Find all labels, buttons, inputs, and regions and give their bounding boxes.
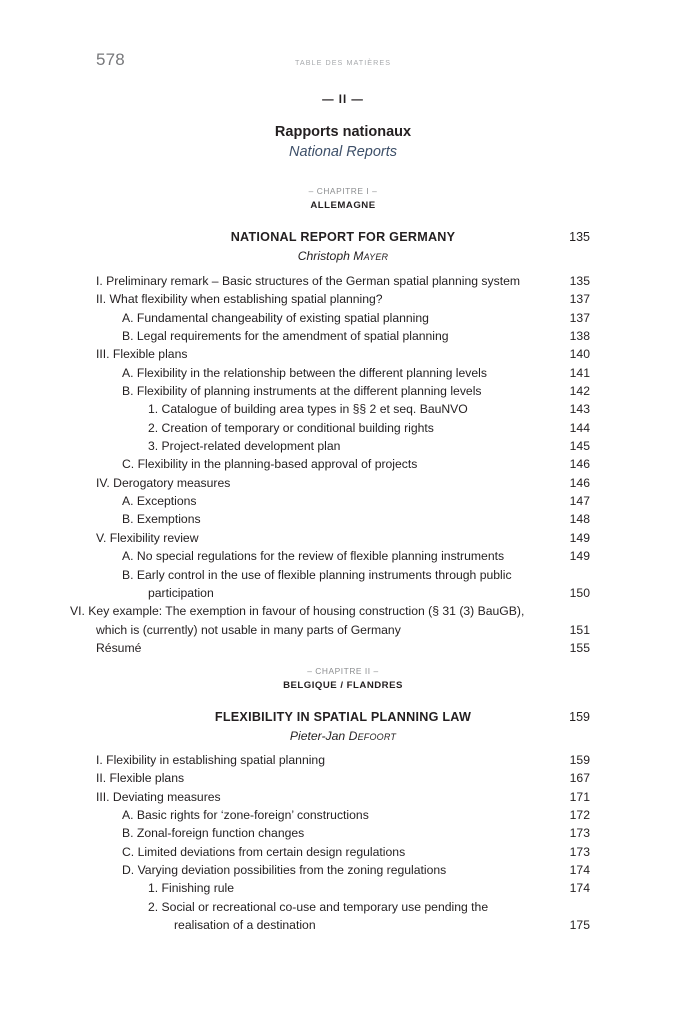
toc-entry-label: II. Flexible plans <box>96 771 185 786</box>
toc-entry[interactable] <box>122 510 590 528</box>
chapter-page-number: 135 <box>569 230 590 244</box>
toc-entry-label: B. Zonal-foreign function changes <box>122 826 305 841</box>
toc-entry-label: 2. Creation of temporary or conditional building rights <box>148 420 434 435</box>
toc-entry[interactable] <box>122 327 590 345</box>
toc-entry[interactable] <box>122 824 590 842</box>
toc-entry-label: C. Limited deviations from certain design regulations <box>122 844 406 859</box>
toc-entry-page-number: 171 <box>569 789 590 804</box>
toc-entry-label: A. Flexibility in the relationship between the different planning levels <box>122 365 487 380</box>
toc-entry-label: 1. Finishing rule <box>148 881 235 896</box>
toc-entry[interactable] <box>122 806 590 824</box>
part-number: — II — <box>322 94 364 106</box>
toc-entry-label: III. Deviating measures <box>96 789 221 804</box>
toc-entry-label: VI. Key example: The exemption in favour of housing construction (§ 31 (3) BauGB), which is (currently) not usable in many parts of Germany <box>70 604 525 637</box>
toc-entry-page-number: 142 <box>569 384 590 399</box>
toc-entry-page-number: 144 <box>569 420 590 435</box>
chapter-title: NATIONAL REPORT FOR GERMANY <box>230 230 456 244</box>
chapter-heading-1 <box>96 185 590 265</box>
toc-entry[interactable] <box>122 843 590 861</box>
toc-entry-label: A. No special regulations for the review of flexible planning instruments <box>122 549 505 564</box>
toc-entry-label: B. Flexibility of planning instruments at the different planning levels <box>122 384 482 399</box>
toc-entry[interactable] <box>122 382 590 400</box>
toc-entry-label: V. Flexibility review <box>96 530 199 545</box>
running-head-title: TABLE DES MATIÈRES <box>294 58 392 67</box>
toc-entry-page-number: 167 <box>569 771 590 786</box>
toc-entry-label: A. Basic rights for ‘zone-foreign’ constructions <box>122 808 369 823</box>
toc-entry-page-number: 175 <box>569 918 590 933</box>
toc-list-germany <box>70 272 590 657</box>
toc-entry[interactable] <box>96 272 590 290</box>
toc-entry[interactable] <box>96 788 590 806</box>
running-head <box>96 50 590 74</box>
toc-entry-page-number: 149 <box>569 549 590 564</box>
toc-entry[interactable] <box>96 290 590 308</box>
toc-entry[interactable] <box>148 437 590 455</box>
toc-entry-label: D. Varying deviation possibilities from the zoning regulations <box>122 863 447 878</box>
toc-entry[interactable] <box>96 751 590 769</box>
toc-entry-page-number: 143 <box>569 402 590 417</box>
toc-entry[interactable] <box>96 529 590 547</box>
toc-entry-page-number: 173 <box>569 844 590 859</box>
toc-entry-label: B. Early control in the use of flexible planning instruments through public participation <box>122 567 512 600</box>
toc-entry-label: IV. Derogatory measures <box>96 475 231 490</box>
chapter-country: ALLEMAGNE <box>310 200 376 211</box>
toc-entry-page-number: 174 <box>569 863 590 878</box>
toc-entry[interactable] <box>148 898 590 935</box>
toc-entry-label: I. Preliminary remark – Basic structures of the German spatial planning system <box>96 274 521 288</box>
toc-entry-page-number: 174 <box>569 881 590 896</box>
toc-entry-label: A. Fundamental changeability of existing spatial planning <box>122 310 429 325</box>
toc-entry-page-number: 137 <box>569 310 590 325</box>
toc-entry-page-number: 146 <box>569 457 590 472</box>
author-first-name: Pieter-Jan <box>289 729 349 743</box>
toc-list-belgium <box>96 751 590 934</box>
chapter-title-row <box>96 228 590 246</box>
chapter-author <box>96 728 590 745</box>
toc-entry[interactable] <box>96 769 590 787</box>
toc-entry-label: B. Exemptions <box>122 512 201 527</box>
toc-entry-label: A. Exceptions <box>122 494 197 509</box>
toc-entry[interactable] <box>122 566 590 603</box>
part-divider <box>96 92 590 162</box>
toc-entry-page-number: 140 <box>569 347 590 362</box>
toc-entry-label: 3. Project-related development plan <box>148 439 341 454</box>
toc-entry-label: III. Flexible plans <box>96 347 188 362</box>
chapter-heading-2 <box>96 665 590 745</box>
chapter-page-number: 159 <box>569 710 590 724</box>
toc-entry-label: B. Legal requirements for the amendment of spatial planning <box>122 329 449 344</box>
toc-entry-page-number: 145 <box>569 439 590 454</box>
chapter-label: – CHAPITRE II – <box>307 666 379 676</box>
part-title-english: National Reports <box>289 144 397 160</box>
folio-page-number: 578 <box>96 50 125 69</box>
toc-entry-page-number: 137 <box>569 292 590 307</box>
toc-entry-page-number: 148 <box>569 512 590 527</box>
toc-entry-label: 1. Catalogue of building area types in §§ 2 et seq. BauNVO <box>148 402 468 417</box>
chapter-title: FLEXIBILITY IN SPATIAL PLANNING LAW <box>214 710 472 724</box>
toc-entry[interactable] <box>122 547 590 565</box>
toc-entry[interactable] <box>122 861 590 879</box>
author-last-name: Defoort <box>348 729 397 743</box>
toc-entry[interactable] <box>96 345 590 363</box>
toc-entry-label: 2. Social or recreational co-use and temporary use pending the realisation of a destination <box>148 899 489 933</box>
toc-entry[interactable] <box>148 419 590 437</box>
toc-entry-page-number: 138 <box>569 329 590 344</box>
toc-entry-page-number: 141 <box>569 365 590 380</box>
toc-entry-page-number: 173 <box>569 826 590 841</box>
toc-entry[interactable] <box>96 639 590 657</box>
toc-entry-page-number: 146 <box>569 475 590 490</box>
toc-entry-page-number: 150 <box>569 585 590 600</box>
toc-entry-label: C. Flexibility in the planning-based approval of projects <box>122 457 418 472</box>
toc-entry-page-number: 147 <box>569 494 590 509</box>
toc-entry[interactable] <box>122 364 590 382</box>
author-first-name: Christoph <box>297 249 354 263</box>
toc-entry[interactable] <box>148 879 590 897</box>
toc-entry-label: Résumé <box>96 640 142 655</box>
part-title-french: Rapports nationaux <box>274 124 412 140</box>
author-last-name: Mayer <box>353 249 389 263</box>
toc-entry-page-number: 151 <box>569 622 590 637</box>
toc-entry-page-number: 135 <box>569 274 590 288</box>
chapter-label: – CHAPITRE I – <box>308 186 378 196</box>
toc-entry[interactable] <box>148 400 590 418</box>
toc-entry[interactable] <box>122 455 590 473</box>
toc-entry-page-number: 159 <box>569 753 590 767</box>
chapter-author <box>96 248 590 265</box>
toc-entry[interactable] <box>96 474 590 492</box>
toc-entry[interactable] <box>70 602 590 639</box>
toc-entry[interactable] <box>122 309 590 327</box>
chapter-country: BELGIQUE / FLANDRES <box>283 680 403 691</box>
toc-entry-page-number: 149 <box>569 530 590 545</box>
toc-entry-label: I. Flexibility in establishing spatial planning <box>96 753 325 767</box>
toc-entry-page-number: 172 <box>569 808 590 823</box>
chapter-title-row <box>96 708 590 726</box>
toc-entry[interactable] <box>122 492 590 510</box>
toc-entry-page-number: 155 <box>569 640 590 655</box>
toc-entry-label: II. What flexibility when establishing spatial planning? <box>96 292 383 307</box>
